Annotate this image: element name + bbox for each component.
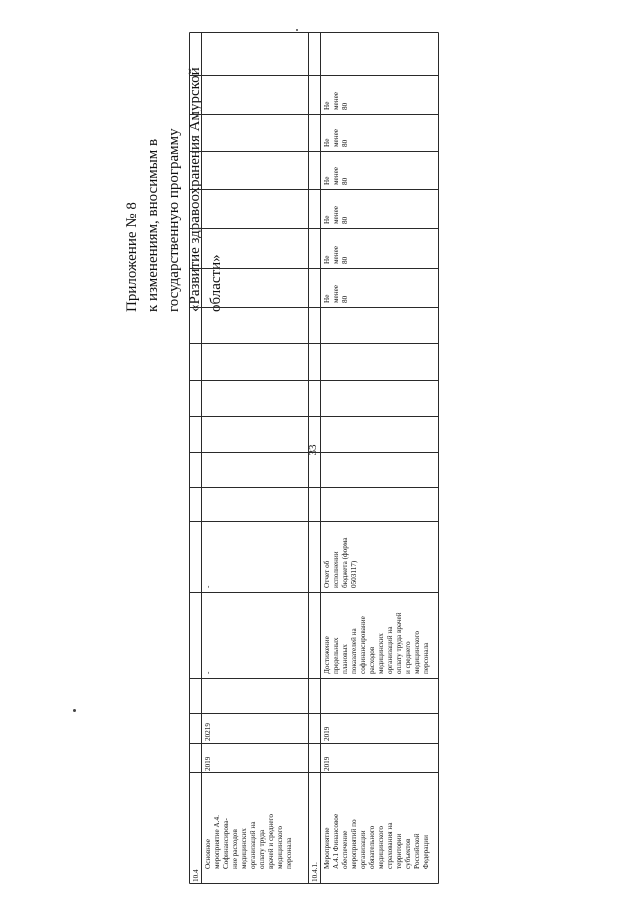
expected-result-line: оплату труда врачей — [395, 612, 403, 674]
target-value-line: менее — [332, 246, 340, 264]
target-value-line: Не — [323, 255, 331, 264]
target-value-line: менее — [332, 92, 340, 110]
year-end: 20219 — [204, 723, 212, 741]
target-value-line: менее — [332, 129, 340, 147]
target-value — [323, 206, 350, 224]
row-name — [204, 814, 294, 869]
indicator-source-line: бюджета (форма — [341, 537, 349, 588]
target-value — [323, 92, 350, 110]
target-value-line: Не — [323, 101, 331, 110]
row-name-line: медицинских — [240, 828, 248, 869]
row-name-line: персонала — [285, 837, 293, 869]
scan-speck — [73, 709, 76, 712]
indicator-source-line: исполнении — [332, 551, 340, 588]
expected-result-line: показателей на — [350, 628, 358, 674]
expected-result-line: медицинского — [413, 631, 421, 674]
row-name-line: обеспечение — [341, 830, 349, 869]
target-value-line: 80 — [341, 177, 349, 185]
row-name-line: оплату труда — [258, 829, 266, 869]
appendix-line: области» — [208, 254, 224, 312]
row-name-line: А.4.1 Финансовое — [332, 813, 340, 869]
appendix-line: «Развитие здравоохранения Амурской — [187, 67, 203, 312]
row-name — [323, 814, 431, 869]
target-value — [323, 167, 350, 185]
row-name-line: страхования на — [386, 822, 394, 869]
target-value-line: 80 — [341, 139, 349, 147]
row-name-line: Софинансирова- — [222, 818, 230, 869]
target-value-line: 80 — [341, 256, 349, 264]
appendix-line: к изменениям, вносимым в — [145, 138, 161, 312]
target-value — [323, 246, 350, 264]
row-name-line: медицинского — [377, 826, 385, 869]
row-name-line: организаций на — [249, 821, 257, 869]
expected-result-line: организаций на — [386, 626, 394, 674]
indicator-source — [204, 586, 213, 588]
row-name-line: Мероприятие — [323, 827, 331, 869]
row-name-line: Российской — [413, 833, 421, 869]
target-value-line: менее — [332, 167, 340, 185]
row-code: 10.4 — [192, 869, 200, 882]
target-value-line: Не — [323, 176, 331, 185]
expected-result — [204, 672, 213, 674]
year-start: 2019 — [323, 756, 331, 771]
row-name-line: мероприятий по — [350, 819, 358, 869]
target-value-line: Не — [323, 138, 331, 147]
row-name-line: обязательного — [368, 825, 376, 869]
row-name-line: организации — [359, 830, 367, 869]
target-value-line: 80 — [341, 216, 349, 224]
row-name-line: субъектов — [404, 838, 412, 869]
row-name-line: медицинского — [276, 826, 284, 869]
target-value-line: менее — [332, 285, 340, 303]
target-value-line: Не — [323, 215, 331, 224]
indicator-source-line: - — [204, 585, 212, 588]
expected-result-line: плановых — [341, 644, 349, 674]
target-value-line: менее — [332, 206, 340, 224]
expected-result-line: медицинских — [377, 633, 385, 674]
row-code: 10.4.1. — [311, 862, 319, 882]
row-name-line: ние расходов — [231, 829, 239, 869]
row-name-line: Основное — [204, 839, 212, 869]
appendix-line: государственную программу — [166, 128, 182, 312]
row-name-line: мероприятие А.4. — [213, 815, 221, 869]
target-value-line: 80 — [341, 295, 349, 303]
table-grid — [189, 32, 439, 884]
year-end: 2019 — [323, 726, 331, 741]
row-name-line: врачей и среднего — [267, 814, 275, 869]
row-name-line: Федерации — [422, 835, 430, 869]
indicator-source-line: Отчет об — [323, 560, 331, 588]
target-value-line: 80 — [341, 102, 349, 110]
indicator-source — [323, 538, 359, 588]
appendix-line: Приложение № 8 — [124, 202, 140, 312]
year-start: 2019 — [204, 756, 212, 771]
indicator-source-line: 0503117) — [350, 560, 358, 588]
page-number: 33 — [307, 444, 319, 456]
scan-speck — [296, 29, 298, 31]
expected-result-line: софинансирование — [359, 616, 367, 674]
expected-result-line: расходов — [368, 646, 376, 674]
target-value-line: Не — [323, 294, 331, 303]
expected-result-line: персонала — [422, 642, 430, 674]
expected-result-line: - — [204, 671, 212, 674]
expected-result — [323, 612, 431, 674]
expected-result-line: и среднего — [404, 641, 412, 674]
row-name-line: территории — [395, 833, 403, 869]
target-value — [323, 285, 350, 303]
program-table — [189, 32, 439, 884]
expected-result-line: Достижение — [323, 636, 331, 674]
expected-result-line: предельных — [332, 637, 340, 674]
target-value — [323, 129, 350, 147]
